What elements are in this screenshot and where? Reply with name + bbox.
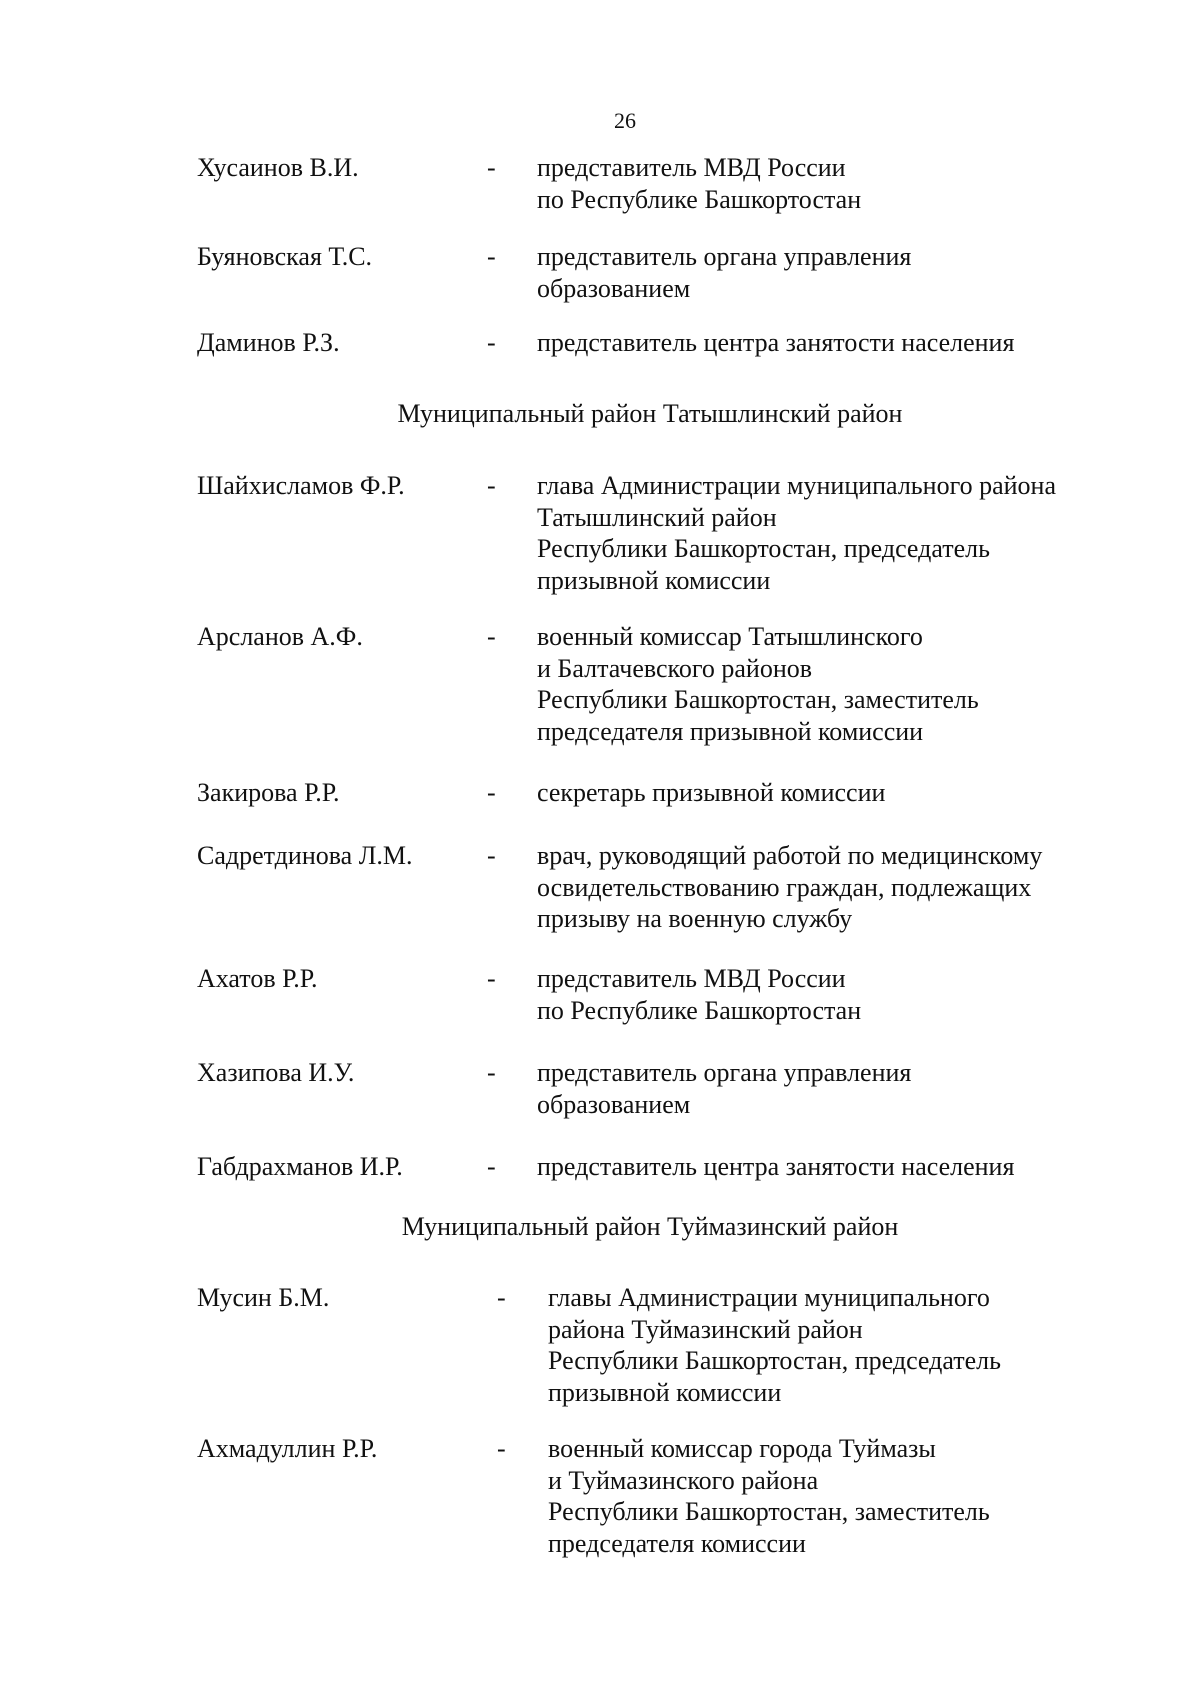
role-line: по Республике Башкортостан: [537, 184, 862, 214]
role-line: представитель центра занятости населения: [537, 1152, 1015, 1181]
dash-separator: -: [487, 1058, 496, 1087]
role-line: врач, руководящий работой по медицинскому: [537, 841, 1043, 870]
role-line: военный комиссар Татышлинского: [537, 622, 923, 651]
role-line: представитель МВД России: [537, 153, 846, 182]
role-line: образованием: [537, 273, 691, 303]
dash-separator: -: [487, 778, 496, 807]
role-line: образованием: [537, 1089, 691, 1119]
role-line: представитель органа управления: [537, 1058, 912, 1087]
page-number: 26: [614, 108, 636, 133]
role-line: председателя призывной комиссии: [537, 716, 924, 746]
member-name: Буяновская Т.С.: [197, 242, 373, 271]
member-name: Шайхисламов Ф.Р.: [197, 471, 405, 500]
list-item: [197, 621, 1157, 746]
role-line: по Республике Башкортостан: [537, 995, 862, 1025]
member-role: [537, 840, 1157, 935]
dash-separator: -: [487, 471, 496, 500]
member-role: [537, 470, 1157, 596]
member-role: [537, 963, 1157, 1026]
member-role: [537, 1057, 1157, 1120]
dash-separator: -: [487, 328, 496, 357]
dash-separator: -: [487, 242, 496, 271]
role-line: и Туймазинского района: [548, 1465, 819, 1495]
list-item: [197, 327, 1157, 367]
role-line: главы Администрации муниципального: [548, 1283, 990, 1312]
member-role: [537, 327, 1157, 359]
member-name: Габдрахманов И.Р.: [197, 1152, 403, 1181]
list-item: [197, 777, 1157, 817]
list-item: [197, 1282, 1157, 1407]
role-line: военный комиссар города Туймазы: [548, 1434, 936, 1463]
list-item: [197, 1057, 1157, 1119]
dash-separator: -: [497, 1434, 506, 1463]
member-role: [548, 1282, 1168, 1408]
role-line: Республики Башкортостан, председатель: [548, 1346, 1001, 1375]
role-line: представитель МВД России: [537, 964, 846, 993]
member-role: [548, 1433, 1168, 1559]
role-line: Татышлинский район: [537, 502, 777, 532]
dash-separator: -: [487, 964, 496, 993]
member-role: [537, 777, 1157, 809]
dash-separator: -: [487, 1152, 496, 1181]
member-name: Ахмадуллин Р.Р.: [197, 1434, 378, 1463]
member-name: Хазипова И.У.: [197, 1058, 355, 1087]
section-title: Муниципальный район Туймазинский район: [401, 1212, 899, 1241]
role-line: призывной комиссии: [548, 1377, 782, 1407]
list-item: [197, 470, 1157, 595]
member-name: Садретдинова Л.М.: [197, 841, 413, 870]
member-role: [537, 241, 1157, 304]
member-role: [537, 152, 1157, 215]
dash-separator: -: [497, 1283, 506, 1312]
role-line: призывной комиссии: [537, 565, 771, 595]
role-line: Республики Башкортостан, председатель: [537, 534, 990, 563]
member-name: Ахатов Р.Р.: [197, 964, 318, 993]
member-name: Хусаинов В.И.: [197, 153, 359, 182]
dash-separator: -: [487, 622, 496, 651]
role-line: глава Администрации муниципального района: [537, 471, 1056, 500]
role-line: Республики Башкортостан, заместитель: [537, 685, 979, 714]
role-line: секретарь призывной комиссии: [537, 778, 886, 807]
member-name: Даминов Р.З.: [197, 328, 340, 357]
role-line: представитель органа управления: [537, 242, 912, 271]
member-name: Закирова Р.Р.: [197, 778, 340, 807]
dash-separator: -: [487, 153, 496, 182]
role-line: председателя комиссии: [548, 1528, 806, 1558]
member-role: [537, 621, 1157, 747]
role-line: освидетельствованию граждан, подлежащих: [537, 872, 1032, 902]
role-line: и Балтачевского районов: [537, 653, 813, 683]
list-item: [197, 152, 1157, 214]
list-item: [197, 840, 1157, 933]
role-line: Республики Башкортостан, заместитель: [548, 1497, 990, 1526]
list-item: [197, 1433, 1157, 1558]
list-item: [197, 241, 1157, 303]
role-line: района Туймазинский район: [548, 1314, 863, 1344]
section-title: Муниципальный район Татышлинский район: [397, 399, 903, 428]
list-item: [197, 1151, 1157, 1191]
member-name: Мусин Б.М.: [197, 1283, 330, 1312]
dash-separator: -: [487, 841, 496, 870]
role-line: представитель центра занятости населения: [537, 328, 1015, 357]
member-name: Арсланов А.Ф.: [197, 622, 363, 651]
list-item: [197, 963, 1157, 1025]
member-role: [537, 1151, 1157, 1183]
role-line: призыву на военную службу: [537, 904, 853, 933]
